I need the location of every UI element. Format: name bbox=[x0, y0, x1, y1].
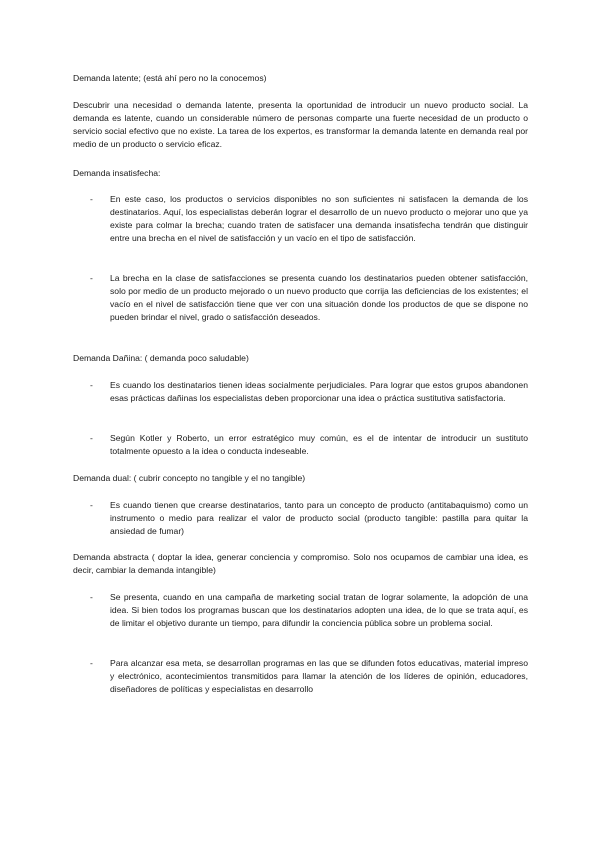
list-item-text: Es cuando los destinatarios tienen ideas socialmente perjudiciales. Para lograr que estos grupos abandonen esas prácticas dañinas los especialistas deben proporcionar una idea o práctica sustitutiva satisfactoria. bbox=[110, 380, 528, 403]
list-item bbox=[90, 591, 528, 630]
bullet-dash: - bbox=[90, 273, 93, 283]
list-item-text: Para alcanzar esa meta, se desarrollan programas en las que se difunden fotos educativas, material impreso y electrónico, acontecimientos transmitidos para llamar la atención de los líderes de opinión, educadores, diseñadores de políticas y especialistas en desarrollo bbox=[110, 658, 528, 694]
bullet-dash: - bbox=[90, 433, 93, 443]
bullet-dash: - bbox=[90, 380, 93, 390]
heading-demanda-danina: Demanda Dañina: ( demanda poco saludable) bbox=[73, 353, 249, 363]
list-item bbox=[90, 272, 528, 324]
list-item-text: Se presenta, cuando en una campaña de marketing social tratan de lograr solamente, la adopción de una idea. Si bien todos los programas buscan que los destinatarios adopten una idea, de lo que se trata aquí, es de limitar el objetivo durante un tiempo, para difundir la conciencia pública sobre un problema social. bbox=[110, 592, 528, 628]
list-item-text: La brecha en la clase de satisfacciones se presenta cuando los destinatarios pueden obtener satisfacción, solo por medio de un producto mejorado o un nuevo producto que corrija las deficiencias de los existentes; el vacío en el nivel de satisfacción tiene que ver con una situación donde los productos de que se dispone no pueden brindar el nivel, grado o satisfacción deseados. bbox=[110, 273, 528, 322]
list-item-text: En este caso, los productos o servicios disponibles no son suficientes ni satisfacen la demanda de los destinatarios. Aquí, los especialistas deberán lograr el desarrollo de un nuevo producto o mejorar uno que ya existe para colmar la brecha; cuando traten de satisfacer una demanda insatisfecha tendrán que distinguir entre una brecha en el nivel de satisfacción y un vacío en el tipo de satisfacción. bbox=[110, 194, 528, 243]
bullet-dash: - bbox=[90, 592, 93, 602]
bullet-dash: - bbox=[90, 194, 93, 204]
list-item-text: Es cuando tienen que crearse destinatarios, tanto para un concepto de producto (antitabaquismo) como un instrumento o medio para realizar el valor de producto social (producto tangible: pastilla para quitar la ansiedad de fumar) bbox=[110, 500, 528, 536]
bullet-dash: - bbox=[90, 500, 93, 510]
list-item bbox=[90, 499, 528, 538]
heading-demanda-abstracta: Demanda abstracta ( doptar la idea, generar conciencia y compromiso. Solo nos ocupamos de cambiar una idea, es decir, cambiar la demanda intangible) bbox=[73, 552, 528, 575]
heading-demanda-latente: Demanda latente; (está ahí pero no la conocemos) bbox=[73, 73, 267, 83]
heading-demanda-dual: Demanda dual: ( cubrir concepto no tangible y el no tangible) bbox=[73, 473, 306, 483]
list-item-text: Según Kotler y Roberto, un error estratégico muy común, es el de intentar de introducir un sustituto totalmente opuesto a la idea o conducta indeseable. bbox=[110, 433, 528, 456]
paragraph-demanda-latente: Descubrir una necesidad o demanda latente, presenta la oportunidad de introducir un nuevo producto social. La demanda es latente, cuando un considerable número de personas comparte una fuerte necesidad de un producto o servicio social efectivo que no existe. La tarea de los expertos, es transformar la demanda latente en demanda real por medio de un producto o servicio eficaz. bbox=[73, 100, 528, 149]
list-item bbox=[90, 379, 528, 405]
list-item bbox=[90, 432, 528, 458]
list-item bbox=[90, 657, 528, 696]
bullet-dash: - bbox=[90, 658, 93, 668]
list-item bbox=[90, 193, 528, 245]
heading-demanda-insatisfecha: Demanda insatisfecha: bbox=[73, 168, 161, 178]
